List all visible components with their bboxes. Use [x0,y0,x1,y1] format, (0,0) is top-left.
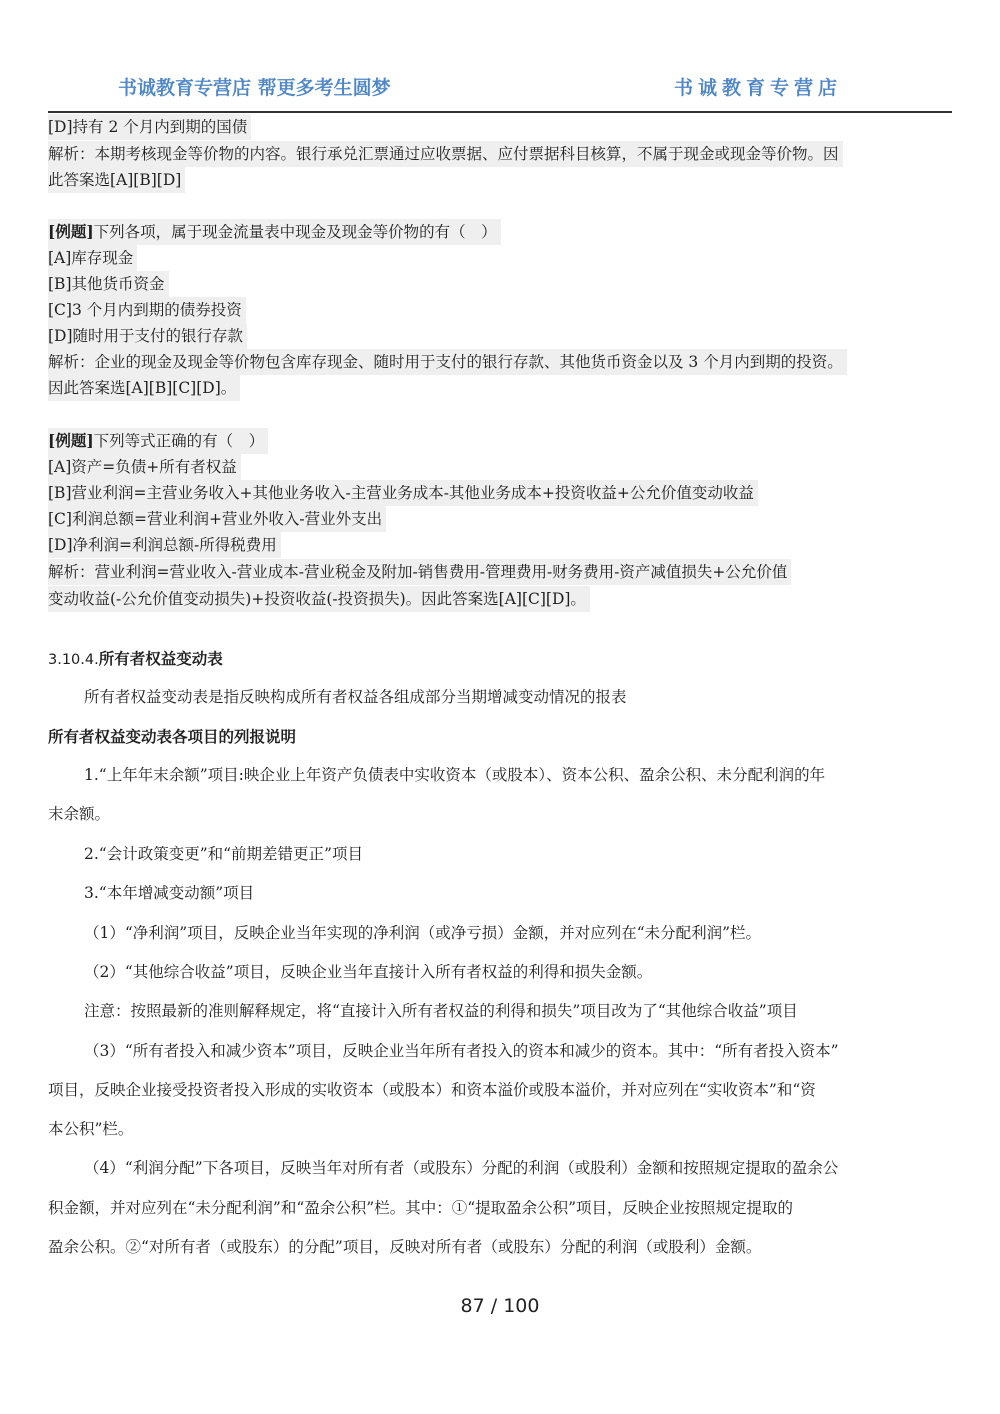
question-line [48,428,268,454]
section-title: 所有者权益变动表 [98,649,223,668]
analysis-line: 解析：营业利润=营业收入-营业成本-营业税金及附加-销售费用-管理费用-财务费用-资产减值损失+公允价值 [48,559,791,585]
question-line [48,219,501,245]
sub-item-1: （1）“净利润”项目，反映企业当年实现的净利润（或净亏损）金额，并对应列在“未分配利润”栏。 [84,924,762,942]
option-d: [D]随时用于支付的银行存款 [48,323,247,349]
question-text: 下列各项，属于现金流量表中现金及现金等价物的有（ ） [93,223,497,241]
sub-item-4: （4）“利润分配”下各项目，反映当年对所有者（或股东）分配的利润（或股利）金额和按照规定提取的盈余公 [84,1159,839,1177]
sub-item-4-cont: 积金额，并对应列在“未分配利润”和“盈余公积”栏。其中：①“提取盈余公积”项目，反映企业按照规定提取的 [48,1199,794,1217]
item-1: 1.“上年年末余额”项目:映企业上年资产负债表中实收资本（或股本）、资本公积、盈余公积、未分配利润的年 [84,766,826,784]
page-number: 87 / 100 [460,1295,540,1317]
option-d: [D]净利润=利润总额-所得税费用 [48,532,281,558]
header-shop-slogan: 书诚教育专营店 帮更多考生圆梦 [118,77,391,99]
section-number: 3.10.4. [48,652,99,668]
note: 注意：按照最新的准则解释规定，将“直接计入所有者权益的利得和损失”项目改为了“其他综合收益”项目 [84,1002,798,1020]
header-shop-name: 书诚教育专营店 [674,77,843,99]
example-tag: [例题] [48,431,94,450]
example-tag: [例题] [48,222,94,241]
analysis-line: 此答案选[A][B][D] [48,167,185,193]
item-2: 2.“会计政策变更”和“前期差错更正”项目 [84,845,363,863]
subheading: 所有者权益变动表各项目的列报说明 [48,727,297,746]
item-1-cont: 末余额。 [48,805,111,823]
option-a: [A]资产=负债+所有者权益 [48,454,241,480]
definition-paragraph: 所有者权益变动表是指反映构成所有者权益各组成部分当期增减变动情况的报表 [84,688,627,706]
section-heading [48,647,223,669]
analysis-line: 解析：本期考核现金等价物的内容。银行承兑汇票通过应收票据、应付票据科目核算，不属于现金或现金等价物。因 [48,141,843,167]
question-text: 下列等式正确的有（ ） [93,432,265,450]
option-c: [C]利润总额=营业利润+营业外收入-营业外支出 [48,506,386,532]
sub-item-3-cont: 项目，反映企业接受投资者投入形成的实收资本（或股本）和资本溢价或股本溢价，并对应列在“实收资本”和“资 [48,1081,816,1099]
option-a: [A]库存现金 [48,245,137,271]
analysis-line: 解析：企业的现金及现金等价物包含库存现金、随时用于支付的银行存款、其他货币资金以及 3 个月内到期的投资。 [48,349,847,375]
option-c: [C]3 个月内到期的债券投资 [48,297,246,323]
analysis-line: 变动收益(-公允价值变动损失)+投资收益(-投资损失)。因此答案选[A][C][D]。 [48,586,590,612]
analysis-line: 因此答案选[A][B][C][D]。 [48,375,240,401]
item-3: 3.“本年增减变动额”项目 [84,884,255,902]
sub-item-3-cont: 本公积”栏。 [48,1120,134,1138]
sub-item-3: （3）“所有者投入和减少资本”项目，反映企业当年所有者投入的资本和减少的资本。其中：“所有者投入资本” [84,1042,839,1060]
option-d: [D]持有 2 个月内到期的国债 [48,114,251,140]
sub-item-2: （2）“其他综合收益”项目，反映企业当年直接计入所有者权益的利得和损失金额。 [84,963,653,981]
option-b: [B]营业利润=主营业务收入+其他业务收入-主营业务成本-其他业务成本+投资收益+公允价值变动收益 [48,480,758,506]
sub-item-4-cont: 盈余公积。②“对所有者（或股东）的分配”项目，反映对所有者（或股东）分配的利润（或股利）金额。 [48,1238,762,1256]
option-b: [B]其他货币资金 [48,271,169,297]
header-divider [48,111,952,113]
